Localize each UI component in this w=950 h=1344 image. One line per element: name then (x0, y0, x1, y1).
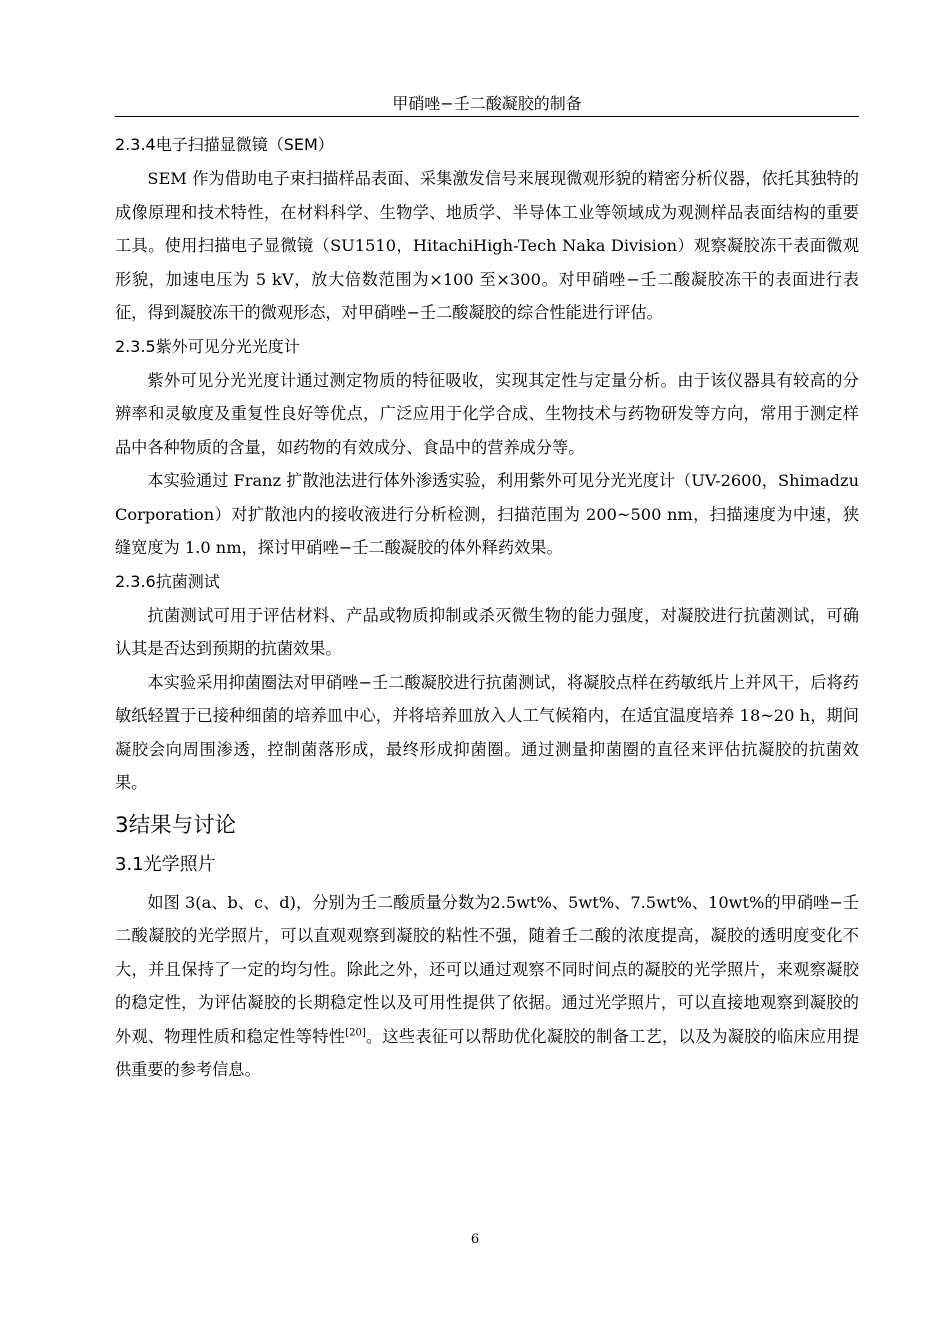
header-rule (115, 116, 859, 117)
section-heading-3-1: 3.1光学照片 (115, 853, 216, 875)
paragraph: SEM 作为借助电子束扫描样品表面、采集激发信号来展现微观形貌的精密分析仪器，依托其独特的成像原理和技术特性，在材料科学、生物学、地质学、半导体工业等领域成为观测样品表面结构的重要工具。使用扫描电子显微镜（SU1510，HitachiHigh-Tech Naka Division）观察凝胶冻干表面微观形貌，加速电压为 5 kV，放大倍数范围为×100 至×300。对甲硝唑−壬二酸凝胶冻干的表面进行表征，得到凝胶冻干的微观形态，对甲硝唑−壬二酸凝胶的综合性能进行评估。 (115, 169, 859, 322)
paragraph-text-tail: 。这些表征可以帮助优化凝胶的制备工艺，以及为凝胶的临床应用提供重要的参考信息。 (115, 1026, 860, 1079)
paragraph-text: 如图 3(a、b、c、d)，分别为壬二酸质量分数为2.5wt%、5wt%、7.5wt%、10wt%的甲硝唑−壬二酸凝胶的光学照片，可以直观观察到凝胶的粘性不强，随着壬二酸的浓度提高，凝胶的透明度变化不大，并且保持了一定的均匀性。除此之外，还可以通过观察不同时间点的凝胶的光学照片，来观察凝胶的稳定性，为评估凝胶的长期稳定性以及可用性提供了依据。通过光学照片，可以直接地观察到凝胶的外观、物理性质和稳定性等特性 (115, 892, 859, 1046)
paragraph: 本实验采用抑菌圈法对甲硝唑−壬二酸凝胶进行抗菌测试，将凝胶点样在药敏纸片上并风干，后将药敏纸轻置于已接种细菌的培养皿中心，并将培养皿放入人工气候箱内，在适宜温度培养 18~20 h，期间凝胶会向周围渗透，控制菌落形成，最终形成抑菌圈。通过测量抑菌圈的直径来评估抗凝胶的抗菌效果。 (115, 672, 859, 792)
chapter-heading-3: 3结果与讨论 (115, 812, 237, 838)
paragraph: 本实验通过 Franz 扩散池法进行体外渗透实验，利用紫外可见分光光度计（UV-2600，Shimadzu Corporation）对扩散池内的接收液进行分析检测，扫描范围为 200~500 nm，扫描速度为中速，狭缝宽度为 1.0 nm，探讨甲硝唑−壬二酸凝胶的体外释药效果。 (115, 471, 859, 557)
section-heading-2-3-5: 2.3.5紫外可见分光光度计 (115, 336, 300, 356)
running-header: 甲硝唑−壬二酸凝胶的制备 (392, 94, 582, 113)
paragraph: 抗菌测试可用于评估材料、产品或物质抑制或杀灭微生物的能力强度，对凝胶进行抗菌测试，可确认其是否达到预期的抗菌效果。 (115, 605, 859, 658)
section-heading-2-3-4: 2.3.4电子扫描显微镜（SEM） (115, 135, 334, 154)
page-body (115, 128, 859, 1087)
paragraph: 紫外可见分光光度计通过测定物质的特征吸收，实现其定性与定量分析。由于该仪器具有较高的分辨率和灵敏度及重复性良好等优点，广泛应用于化学合成、生物技术与药物研发等方向，常用于测定样品中各种物质的含量，如药物的有效成分、食品中的营养成分等。 (115, 370, 859, 457)
paragraph (115, 886, 859, 1087)
citation-reference[interactable]: [20] (345, 1027, 366, 1039)
section-heading-2-3-6: 2.3.6抗菌测试 (115, 571, 220, 591)
page-number: 6 (470, 1232, 480, 1247)
